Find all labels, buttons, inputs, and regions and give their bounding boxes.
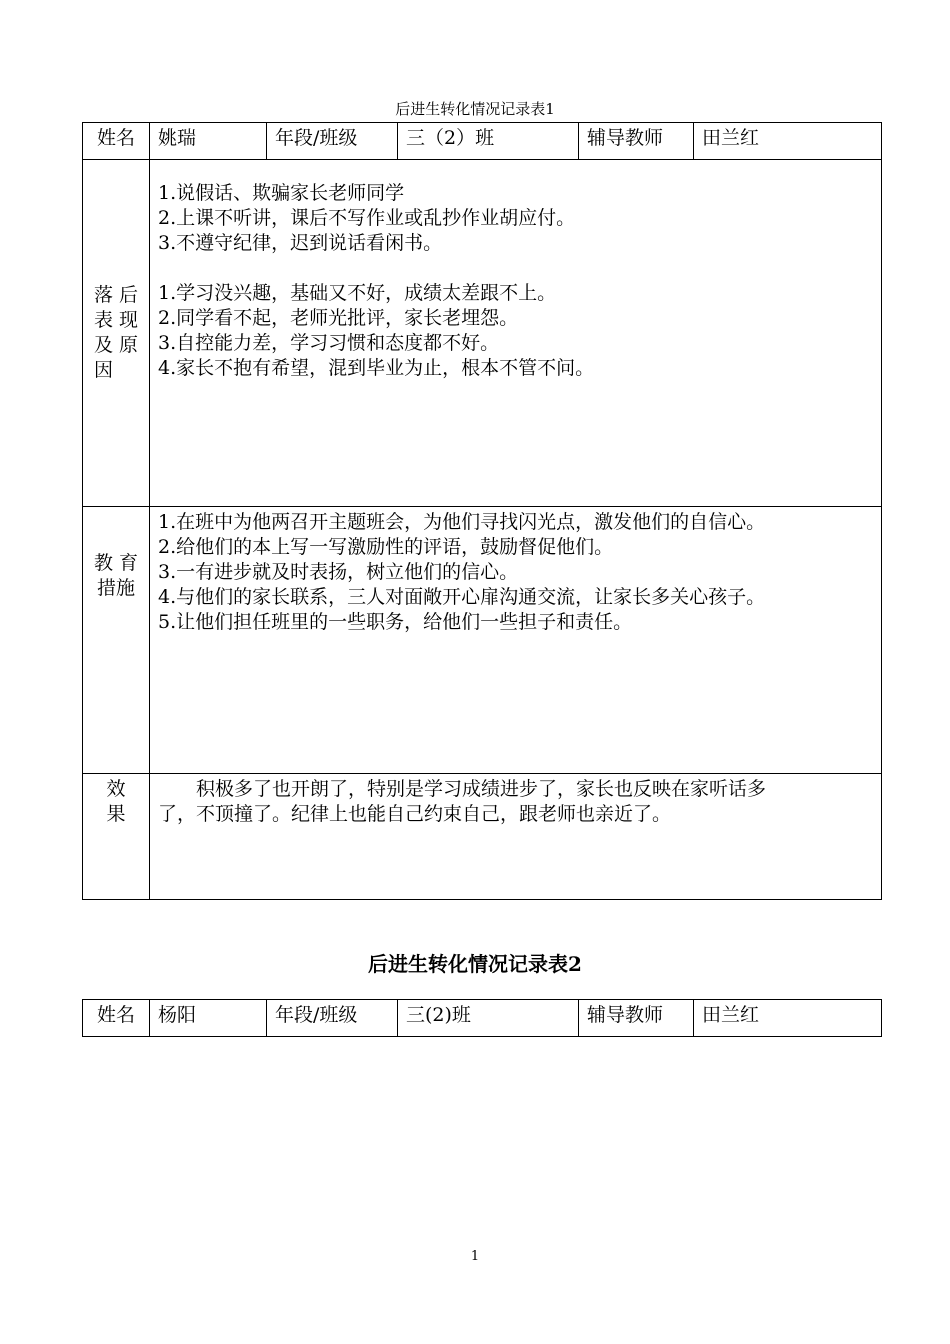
table1-header-row: [83, 123, 882, 160]
reason-item: 1.学习没兴趣，基础又不好，成绩太差跟不上。: [158, 282, 557, 304]
measures-label: [83, 507, 150, 774]
reason-item: 4.家长不抱有希望，混到毕业为止，根本不管不问。: [158, 357, 595, 379]
teacher-value: 田兰红: [694, 123, 882, 160]
behavior-item: 3.不遵守纪律，迟到说话看闲书。: [158, 232, 443, 254]
measures-label-line: 措施: [96, 577, 135, 599]
name-value: 杨阳: [150, 1000, 267, 1037]
effect-label-line: 效: [106, 778, 126, 800]
record-table-2: [82, 999, 882, 1037]
effect-row: [83, 774, 882, 900]
measures-content: [150, 507, 882, 774]
measure-item: 4.与他们的家长联系，三人对面敞开心扉沟通交流，让家长多关心孩子。: [158, 586, 766, 608]
behind-label-line: 落 后: [93, 284, 139, 306]
grade-label: 年段/班级: [267, 123, 398, 160]
behavior-item: 1.说假话、欺骗家长老师同学: [158, 182, 405, 204]
name-label: 姓名: [83, 1000, 150, 1037]
behind-label-line: 因: [94, 359, 114, 381]
measure-item: 1.在班中为他两召开主题班会，为他们寻找闪光点，激发他们的自信心。: [158, 511, 766, 533]
effect-text-line: 积极多了也开朗了，特别是学习成绩进步了，家长也反映在家听话多: [196, 778, 767, 800]
page-number: 1: [470, 1249, 480, 1264]
name-label: 姓名: [83, 123, 150, 160]
teacher-value: 田兰红: [694, 1000, 882, 1037]
teacher-label: 辅导教师: [579, 1000, 694, 1037]
reason-item: 2.同学看不起，老师光批评，家长老埋怨。: [158, 307, 519, 329]
teacher-label: 辅导教师: [579, 123, 694, 160]
measure-item: 3.一有进步就及时表扬，树立他们的信心。: [158, 561, 519, 583]
measures-row: [83, 507, 882, 774]
effect-label: [83, 774, 150, 900]
record-table-1: [82, 122, 882, 900]
measure-item: 2.给他们的本上写一写激励性的评语，鼓励督促他们。: [158, 536, 614, 558]
table2-header-row: [83, 1000, 882, 1037]
grade-value: 三（2）班: [398, 123, 579, 160]
behind-row: [83, 160, 882, 507]
behind-label-line: 表 现: [93, 309, 139, 331]
effect-content: [150, 774, 882, 900]
measures-label-line: 教 育: [93, 552, 139, 574]
behavior-item: 2.上课不听讲，课后不写作业或乱抄作业胡应付。: [158, 207, 576, 229]
grade-value: 三(2)班: [398, 1000, 579, 1037]
behind-label-line: 及 原: [93, 334, 139, 356]
table1-title: 后进生转化情况记录表1: [395, 100, 555, 118]
behind-content: [150, 160, 882, 507]
effect-label-line: 果: [106, 803, 126, 825]
measure-item: 5.让他们担任班里的一些职务，给他们一些担子和责任。: [158, 611, 633, 633]
reason-item: 3.自控能力差，学习习惯和态度都不好。: [158, 332, 500, 354]
table2-title: 后进生转化情况记录表2: [368, 952, 582, 976]
effect-text-line: 了，不顶撞了。纪律上也能自己约束自己，跟老师也亲近了。: [158, 803, 672, 825]
behind-label: [83, 160, 150, 507]
grade-label: 年段/班级: [267, 1000, 398, 1037]
name-value: 姚瑞: [150, 123, 267, 160]
